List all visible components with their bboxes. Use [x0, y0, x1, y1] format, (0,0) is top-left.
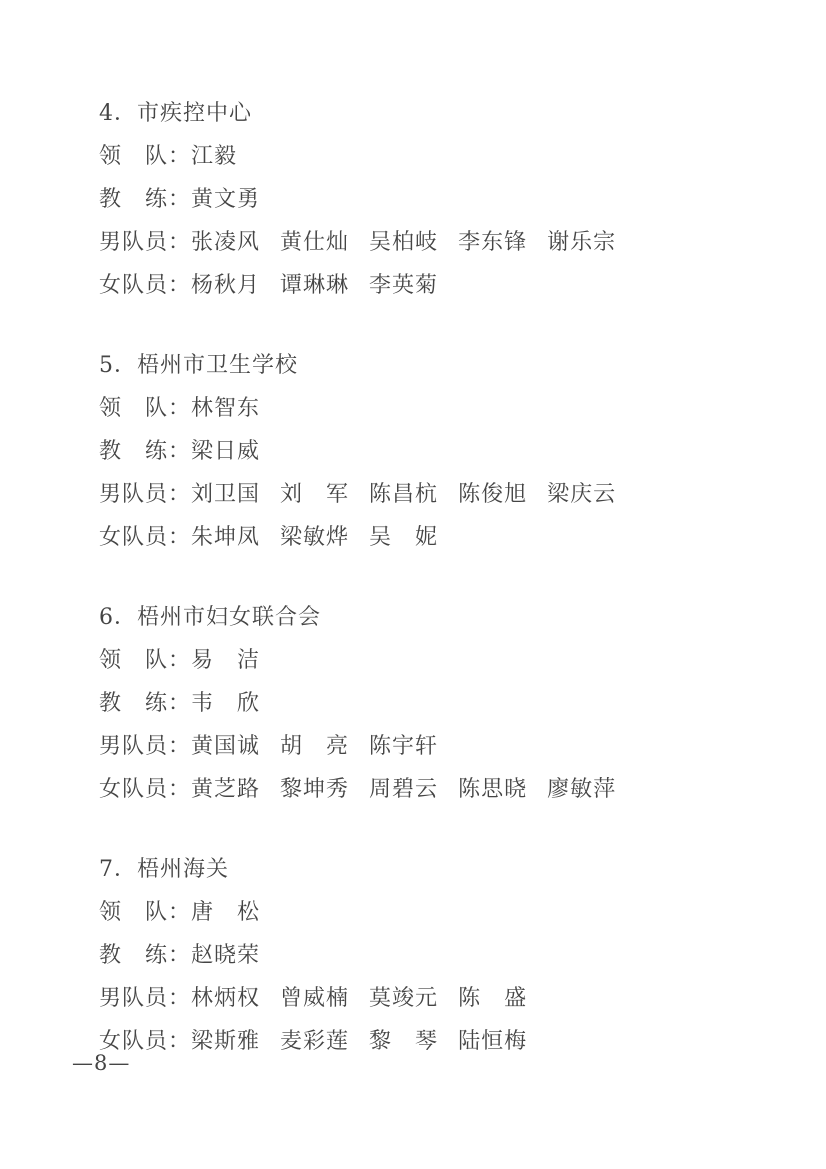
- member-name: 林炳权: [191, 986, 261, 1011]
- member-name: 谢乐宗: [547, 230, 617, 255]
- member-name: 杨秋月: [191, 273, 261, 298]
- leader-name: [191, 900, 260, 925]
- member-name: 吴 妮: [369, 525, 439, 550]
- member-name: 胡 亮: [280, 734, 350, 759]
- coach-label: 教 练：: [99, 439, 192, 464]
- member-name: 梁庆云: [547, 482, 617, 507]
- member-name: 梁斯雅: [191, 1029, 261, 1054]
- member-name: 陈俊旭: [458, 482, 528, 507]
- male-members: [191, 734, 438, 759]
- male-members-row: [99, 725, 616, 768]
- leader-row: [99, 891, 616, 934]
- member-name: 赵晓荣: [191, 943, 261, 968]
- member-name: 黎 琴: [369, 1029, 439, 1054]
- coach-label: 教 练：: [99, 943, 192, 968]
- coach-name: [191, 691, 260, 716]
- male-members-row: [99, 473, 616, 516]
- team-section: [99, 344, 616, 559]
- member-name: 陈 盛: [458, 986, 528, 1011]
- female-members: [191, 1029, 527, 1054]
- coach-label: 教 练：: [99, 187, 192, 212]
- member-name: 张凌风: [191, 230, 261, 255]
- member-name: 李东锋: [458, 230, 528, 255]
- team-title-row: [99, 848, 616, 891]
- leader-name: [191, 144, 237, 169]
- team-section: [99, 596, 616, 811]
- leader-label: 领 队：: [99, 396, 192, 421]
- team-number: 7．: [99, 857, 137, 882]
- coach-name: [191, 943, 260, 968]
- female-members-row: [99, 264, 616, 307]
- female-members-label: 女队员：: [99, 273, 192, 298]
- team-title: 市疾控中心: [137, 101, 253, 126]
- male-members-label: 男队员：: [99, 986, 192, 1011]
- team-title: 梧州市卫生学校: [137, 353, 299, 378]
- member-name: 刘 军: [280, 482, 350, 507]
- male-members-row: [99, 221, 616, 264]
- team-title-row: [99, 596, 616, 639]
- coach-row: [99, 178, 616, 221]
- member-name: 廖敏萍: [547, 777, 617, 802]
- member-name: 林智东: [191, 396, 261, 421]
- team-section: [99, 92, 616, 307]
- team-number: 4．: [99, 101, 137, 126]
- female-members-label: 女队员：: [99, 1029, 192, 1054]
- leader-row: [99, 387, 616, 430]
- member-name: 陈昌杭: [369, 482, 439, 507]
- member-name: 周碧云: [369, 777, 439, 802]
- team-number: 5．: [99, 353, 137, 378]
- member-name: 江毅: [191, 144, 238, 169]
- leader-name: [191, 648, 260, 673]
- coach-name: [191, 439, 260, 464]
- female-members-row: [99, 768, 616, 811]
- male-members: [191, 230, 616, 255]
- leader-name: [191, 396, 260, 421]
- team-title: 梧州海关: [137, 857, 230, 882]
- male-members: [191, 986, 527, 1011]
- team-title-row: [99, 92, 616, 135]
- page-number: —8—: [72, 1051, 131, 1075]
- team-number: 6．: [99, 605, 137, 630]
- leader-row: [99, 639, 616, 682]
- member-name: 黄文勇: [191, 187, 261, 212]
- female-members: [191, 273, 438, 298]
- member-name: 李英菊: [369, 273, 439, 298]
- male-members-row: [99, 977, 616, 1020]
- member-name: 曾威楠: [280, 986, 350, 1011]
- member-name: 黄仕灿: [280, 230, 350, 255]
- member-name: 易 洁: [191, 648, 261, 673]
- member-name: 唐 松: [191, 900, 261, 925]
- female-members-row: [99, 1020, 616, 1063]
- member-name: 梁日威: [191, 439, 261, 464]
- leader-label: 领 队：: [99, 900, 192, 925]
- member-name: 黄芝路: [191, 777, 261, 802]
- member-name: 朱坤凤: [191, 525, 261, 550]
- member-name: 韦 欣: [191, 691, 261, 716]
- female-members: [191, 525, 438, 550]
- coach-row: [99, 934, 616, 977]
- member-name: 刘卫国: [191, 482, 261, 507]
- female-members-label: 女队员：: [99, 525, 192, 550]
- male-members-label: 男队员：: [99, 482, 192, 507]
- member-name: 陆恒梅: [458, 1029, 528, 1054]
- member-name: 莫竣元: [369, 986, 439, 1011]
- male-members-label: 男队员：: [99, 734, 192, 759]
- male-members: [191, 482, 616, 507]
- female-members-row: [99, 516, 616, 559]
- coach-name: [191, 187, 260, 212]
- team-title-row: [99, 344, 616, 387]
- coach-row: [99, 430, 616, 473]
- member-name: 黄国诚: [191, 734, 261, 759]
- coach-label: 教 练：: [99, 691, 192, 716]
- member-name: 陈思晓: [458, 777, 528, 802]
- leader-label: 领 队：: [99, 144, 192, 169]
- member-name: 梁敏烨: [280, 525, 350, 550]
- leader-label: 领 队：: [99, 648, 192, 673]
- member-name: 谭琳琳: [280, 273, 350, 298]
- team-title: 梧州市妇女联合会: [137, 605, 322, 630]
- team-section: [99, 848, 616, 1063]
- member-name: 麦彩莲: [280, 1029, 350, 1054]
- member-name: 吴柏岐: [369, 230, 439, 255]
- leader-row: [99, 135, 616, 178]
- male-members-label: 男队员：: [99, 230, 192, 255]
- female-members-label: 女队员：: [99, 777, 192, 802]
- team-roster-list: [99, 92, 616, 1100]
- coach-row: [99, 682, 616, 725]
- member-name: 陈宇轩: [369, 734, 439, 759]
- female-members: [191, 777, 616, 802]
- member-name: 黎坤秀: [280, 777, 350, 802]
